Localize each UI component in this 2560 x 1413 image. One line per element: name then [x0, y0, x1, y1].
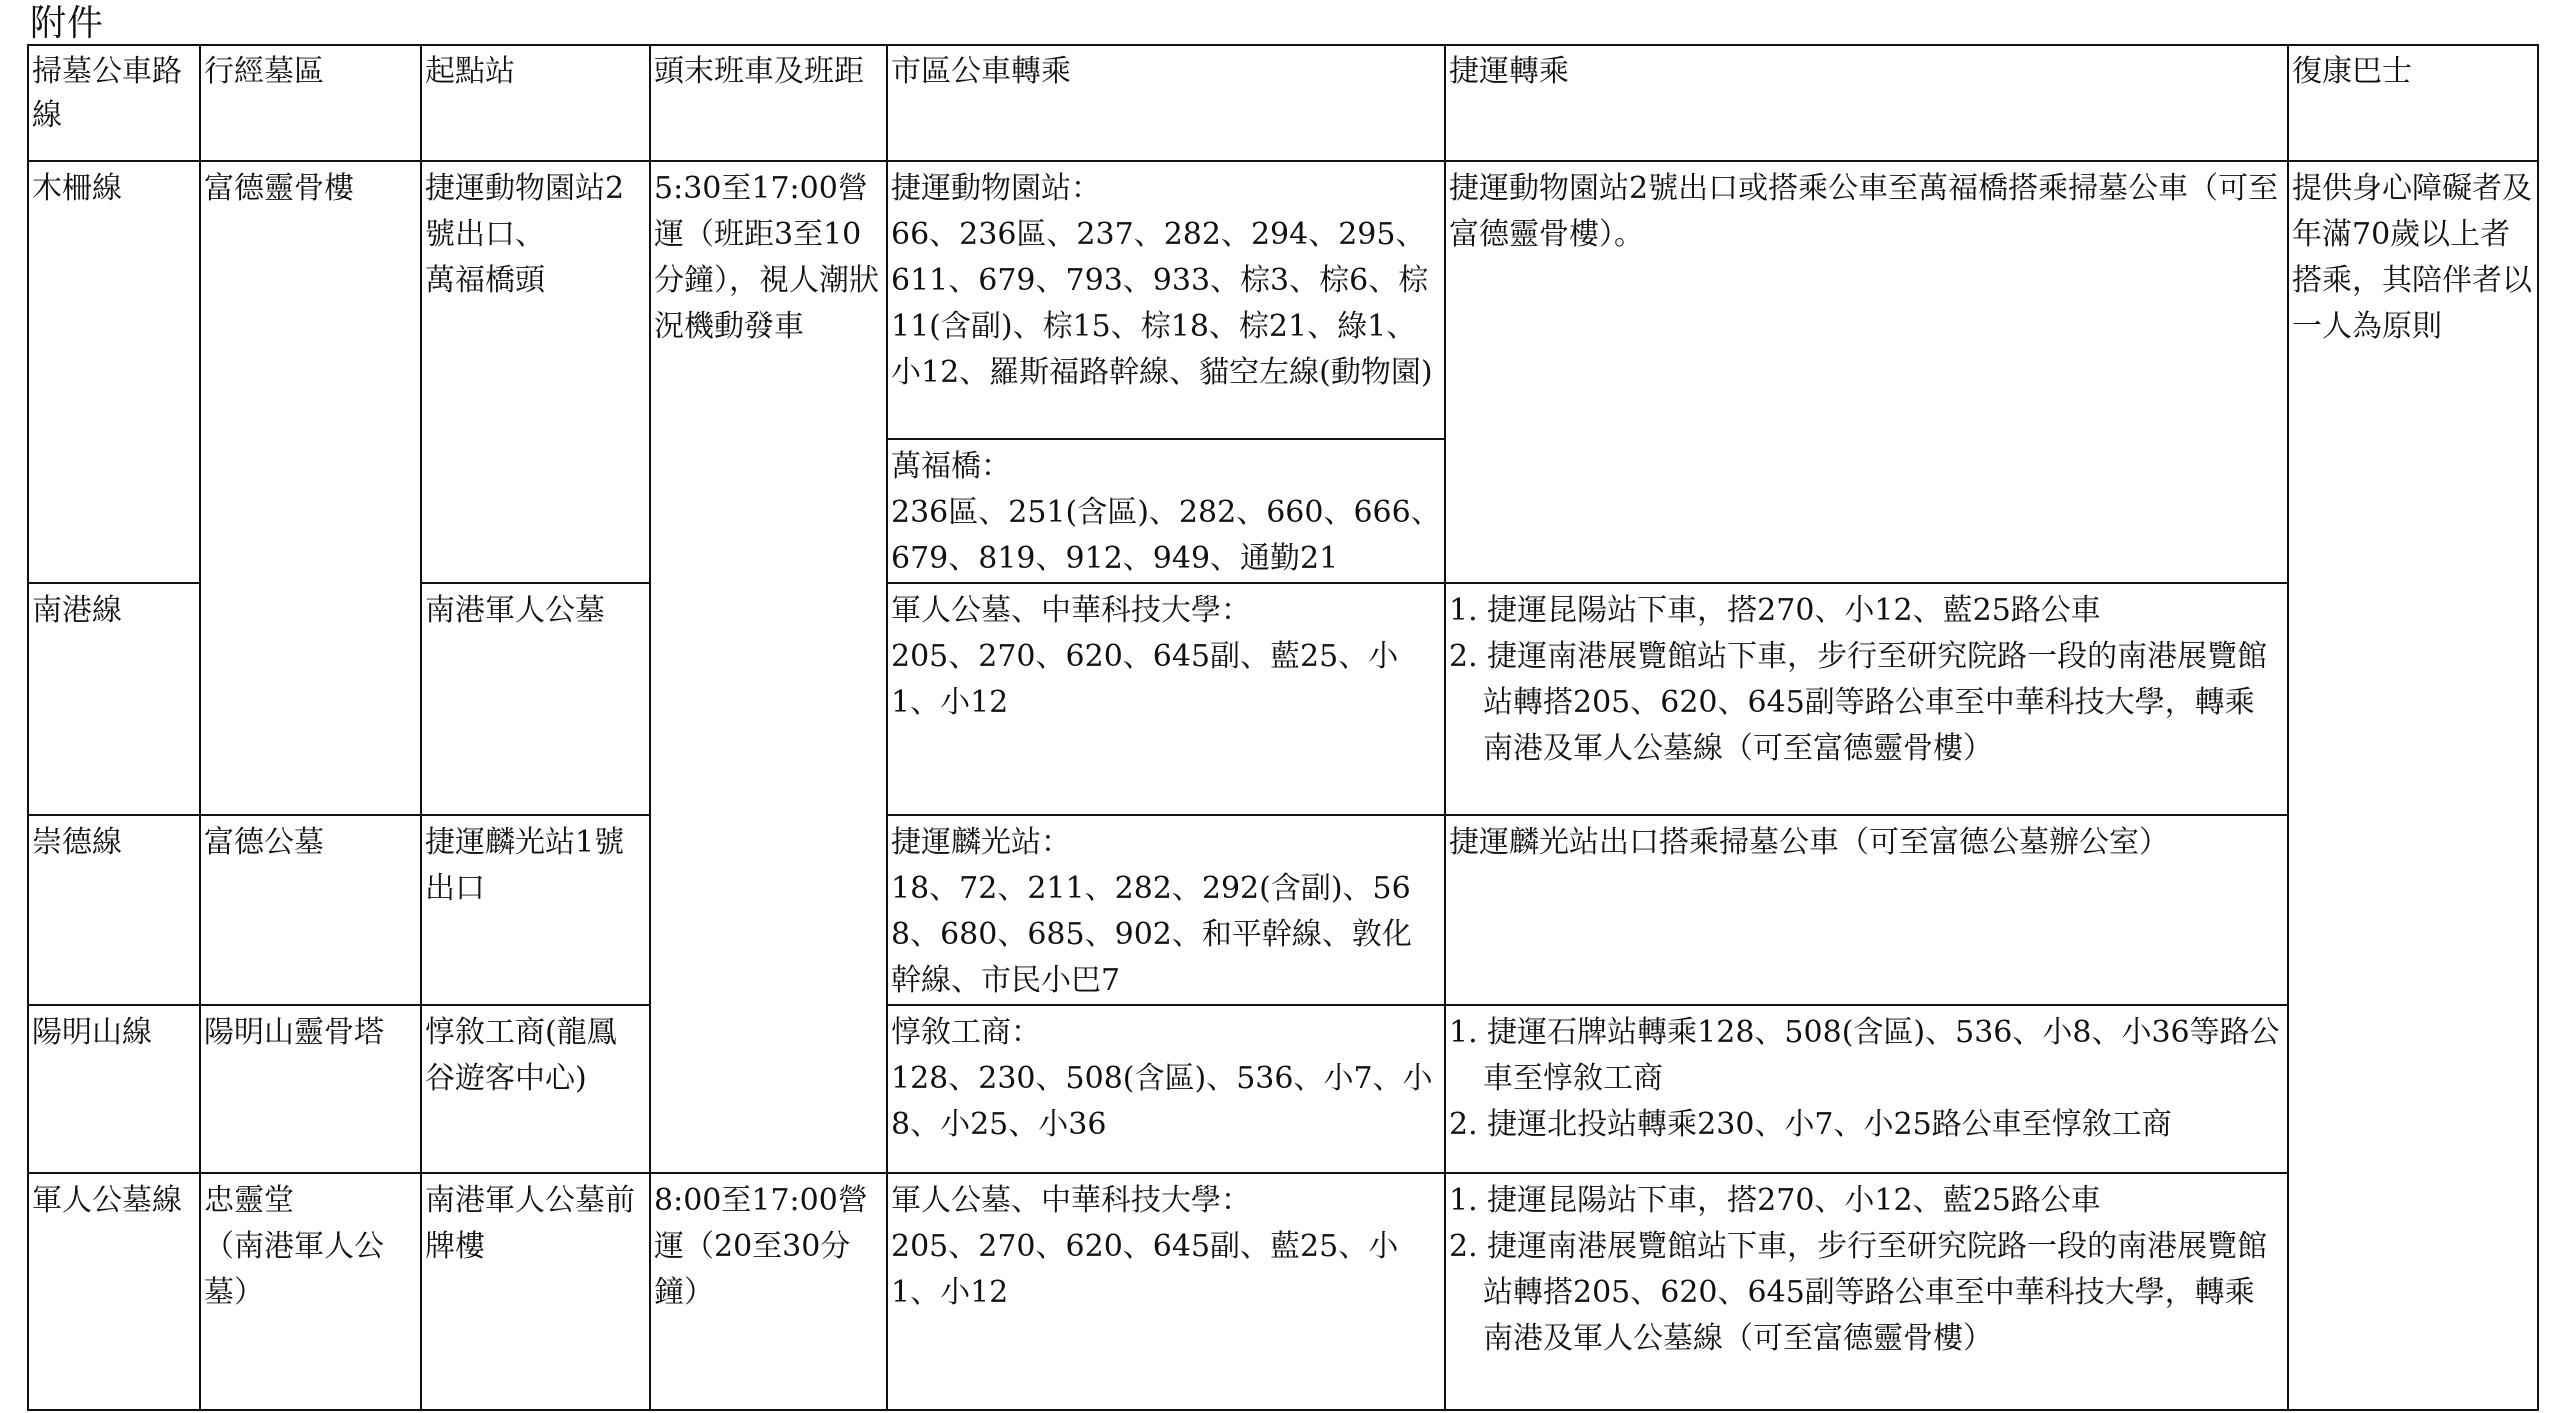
- table-row: [28, 1005, 2538, 1173]
- mrt-transfer-list: [1449, 588, 2284, 772]
- header-schedule: 頭末班車及班距: [650, 45, 887, 161]
- schedule: 8:00至17:00營運（20至30分鐘）: [650, 1173, 887, 1410]
- route-name: 陽明山線: [28, 1005, 200, 1173]
- mrt-transfer: [1445, 1005, 2288, 1173]
- mrt-transfer: 捷運動物園站2號出口或搭乘公車至萬福橋搭乘掃墓公車（可至富德靈骨樓）。: [1445, 161, 2288, 583]
- list-item: 捷運昆陽站下車，搭270、小12、藍25路公車: [1487, 593, 2101, 628]
- header-mrt-transfer: 捷運轉乘: [1445, 45, 2288, 161]
- table-header-row: [28, 45, 2538, 161]
- start-station: 南港軍人公墓: [421, 583, 650, 815]
- table-row: [28, 161, 2538, 439]
- table-row: [28, 1173, 2538, 1410]
- list-item: 捷運石牌站轉乘128、508(含區)、536、小8、小36等路公車至惇敘工商: [1483, 1015, 2280, 1096]
- bus-transfer: 惇敘工商： 128、230、508(含區)、536、小7、小8、小25、小36: [887, 1005, 1445, 1173]
- mrt-transfer-list: [1449, 1010, 2284, 1148]
- rehab-bus-note: 提供身心障礙者及年滿70歲以上者搭乘，其陪伴者以一人為原則: [2288, 161, 2538, 1410]
- mrt-transfer: [1445, 583, 2288, 815]
- route-name: 木柵線: [28, 161, 200, 583]
- header-rehab-bus: 復康巴士: [2288, 45, 2538, 161]
- cemetery-area: 忠靈堂 （南港軍人公墓）: [200, 1173, 421, 1410]
- mrt-transfer: 捷運麟光站出口搭乘掃墓公車（可至富德公墓辦公室）: [1445, 815, 2288, 1005]
- list-item: 捷運南港展覽館站下車，步行至研究院路一段的南港展覽館站轉搭205、620、645副等路公車至中華科技大學，轉乘南港及軍人公墓線（可至富德靈骨樓）: [1483, 639, 2268, 766]
- start-station: 南港軍人公墓前牌樓: [421, 1173, 650, 1410]
- start-station: 捷運麟光站1號出口: [421, 815, 650, 1005]
- list-item: 捷運昆陽站下車，搭270、小12、藍25路公車: [1487, 1183, 2101, 1218]
- bus-transfer: 捷運麟光站： 18、72、211、282、292(含副)、568、680、685、902、和平幹線、敦化幹線、市民小巴7: [887, 815, 1445, 1005]
- mrt-transfer: [1445, 1173, 2288, 1410]
- table-row: [28, 815, 2538, 1005]
- cemetery-area: 富德靈骨樓: [200, 161, 421, 815]
- list-item: 捷運南港展覽館站下車，步行至研究院路一段的南港展覽館站轉搭205、620、645副等路公車至中華科技大學，轉乘南港及軍人公墓線（可至富德靈骨樓）: [1483, 1229, 2268, 1356]
- list-item: 捷運北投站轉乘230、小7、小25路公車至惇敘工商: [1487, 1107, 2172, 1142]
- header-bus-transfer: 市區公車轉乘: [887, 45, 1445, 161]
- cemetery-area: 陽明山靈骨塔: [200, 1005, 421, 1173]
- bus-transfer: 捷運動物園站： 66、236區、237、282、294、295、611、679、793、933、棕3、棕6、棕11(含副)、棕15、棕18、棕21、綠1、小12、羅斯福路幹線、貓空左線(動物園): [887, 161, 1445, 439]
- cemetery-area: 富德公墓: [200, 815, 421, 1005]
- attachment-heading: 附件: [30, 3, 105, 44]
- route-name: 南港線: [28, 583, 200, 815]
- route-name: 崇德線: [28, 815, 200, 1005]
- header-start-station: 起點站: [421, 45, 650, 161]
- shuttle-bus-table: [27, 44, 2539, 1411]
- schedule: 5:30至17:00營運（班距3至10分鐘），視人潮狀況機動發車: [650, 161, 887, 1173]
- header-area: 行經墓區: [200, 45, 421, 161]
- header-route: 掃墓公車路線: [28, 45, 200, 161]
- start-station: 捷運動物園站2號出口、 萬福橋頭: [421, 161, 650, 583]
- start-station: 惇敘工商(龍鳳谷遊客中心): [421, 1005, 650, 1173]
- route-name: 軍人公墓線: [28, 1173, 200, 1410]
- bus-transfer: 軍人公墓、中華科技大學： 205、270、620、645副、藍25、小1、小12: [887, 1173, 1445, 1410]
- mrt-transfer-list: [1449, 1178, 2284, 1362]
- bus-transfer: 軍人公墓、中華科技大學： 205、270、620、645副、藍25、小1、小12: [887, 583, 1445, 815]
- bus-transfer: 萬福橋： 236區、251(含區)、282、660、666、679、819、912、949、通勤21: [887, 439, 1445, 583]
